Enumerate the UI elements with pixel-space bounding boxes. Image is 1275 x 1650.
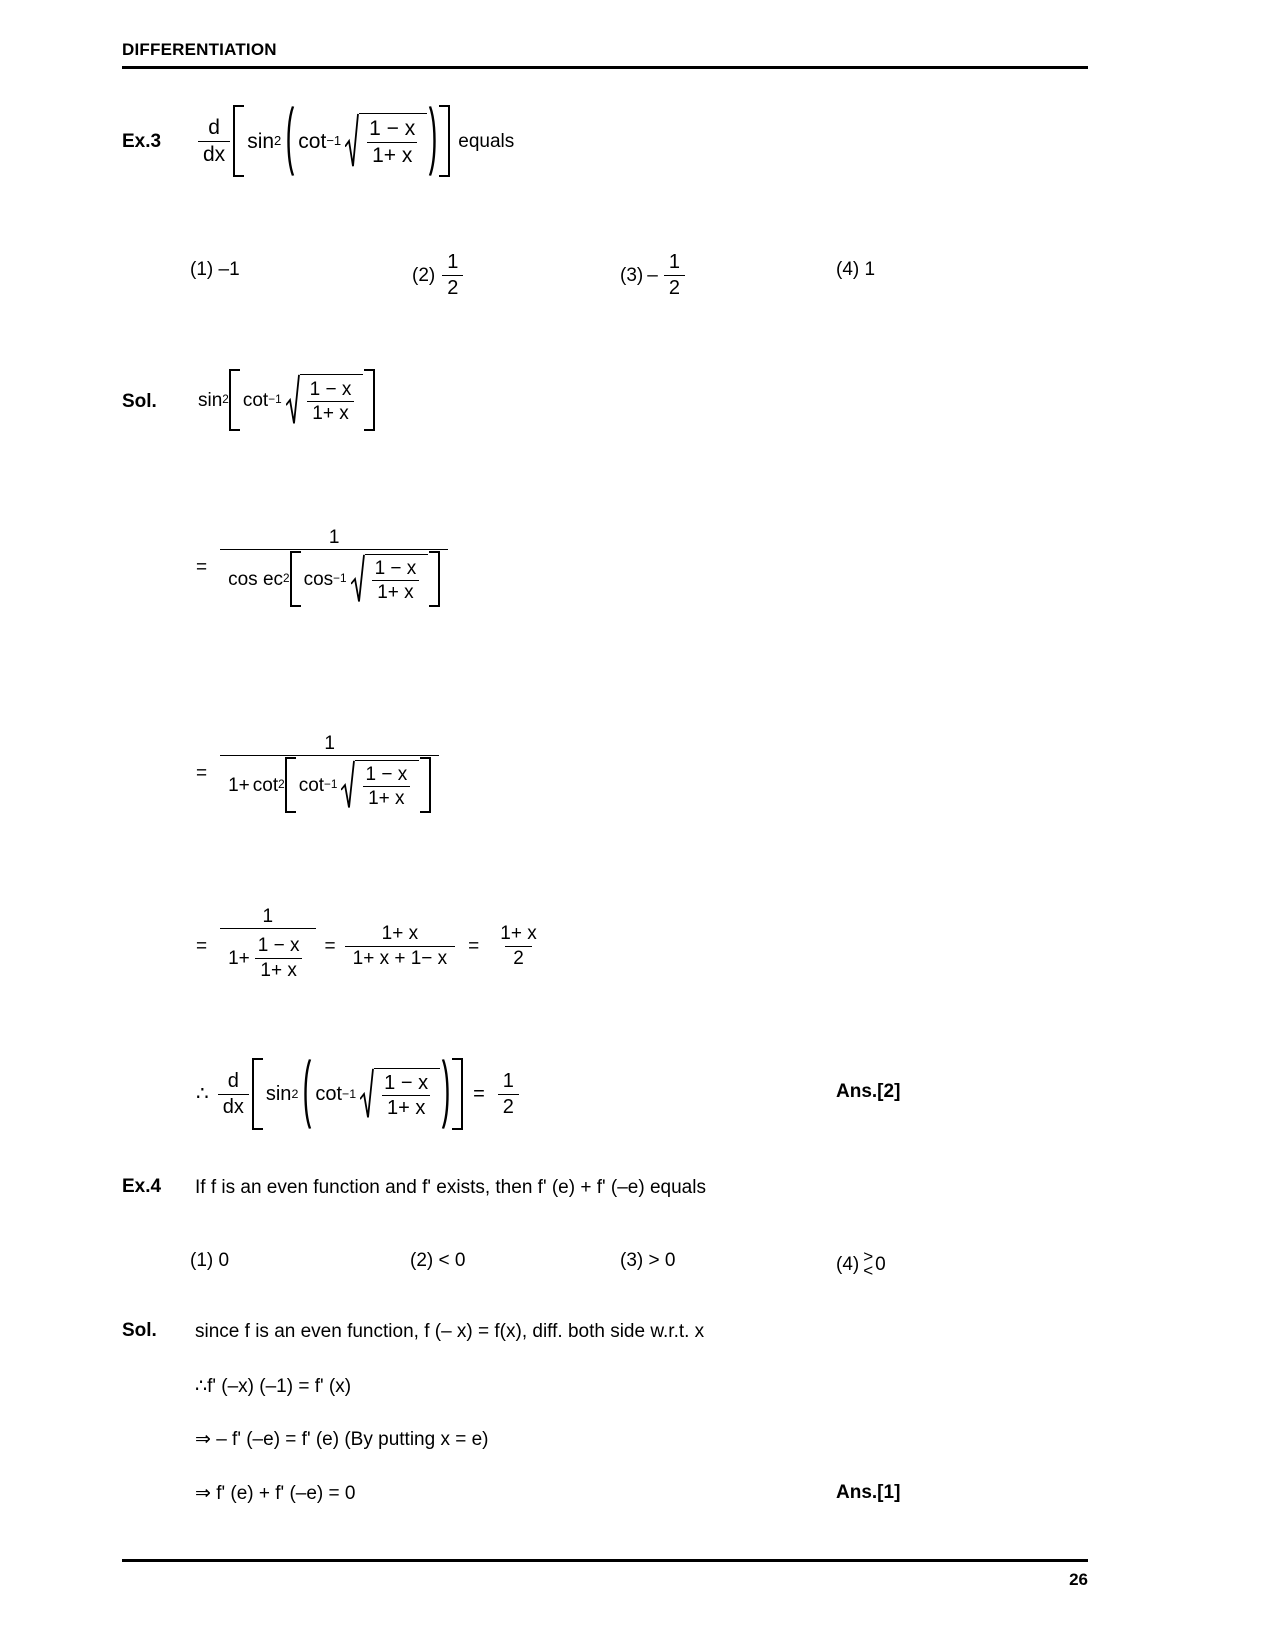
- step3-left-bracket-icon: [285, 757, 296, 813]
- step5-ratio-numerator: 1 − x: [384, 1071, 429, 1094]
- ex3-option-2[interactable]: [412, 246, 466, 304]
- step5-ratio-denominator: 1+ x: [382, 1095, 430, 1119]
- ex3-question-expression: [195, 105, 514, 177]
- ex4-option-2-label: (2): [410, 1250, 434, 1271]
- step5-derivative-operator: [218, 1070, 249, 1118]
- step5-ratio-fraction: [379, 1072, 433, 1120]
- step1-cot-label: cot: [242, 389, 269, 411]
- step2-ratio-numerator: 1 − x: [374, 557, 417, 579]
- ex3-answer-badge: Ans.[2]: [836, 1081, 901, 1102]
- step5-left-bracket-icon: [252, 1058, 263, 1130]
- derivative-operator: [198, 116, 230, 166]
- ex4-option-4-value: 0: [875, 1253, 886, 1275]
- right-paren-icon: [428, 105, 439, 177]
- left-paren-icon: [284, 105, 295, 177]
- step1-radicand: [300, 374, 364, 426]
- step4-second-denominator: 1+ x + 1− x: [345, 946, 456, 969]
- ratio-denominator: 1+ x: [367, 142, 417, 168]
- step3-numerator: 1: [324, 732, 335, 754]
- ex4-option-2-value: < 0: [438, 1250, 466, 1271]
- step2-left-bracket-icon: [290, 551, 301, 607]
- ex3-option-3-label: (3): [620, 264, 644, 286]
- page-number: 26: [1069, 1570, 1088, 1589]
- step4-denominator: [220, 928, 315, 986]
- ex3-option-1[interactable]: [190, 258, 240, 282]
- derivative-numerator: d: [208, 115, 220, 139]
- step1-square-root: [286, 374, 364, 426]
- step5-equals-sign: =: [473, 1083, 485, 1105]
- step1-right-bracket-icon: [364, 369, 375, 431]
- cot-inverse-group: cot −1: [298, 129, 342, 153]
- therefore-icon: ∴: [196, 1083, 209, 1105]
- step2-right-bracket-icon: [429, 551, 440, 607]
- step3-inner-cot-label: cot: [298, 774, 325, 796]
- ex4-sol-line-1: since f is an even function, f (– x) = f(x), diff. both side w.r.t. x: [195, 1321, 705, 1342]
- step5-sin-group: sin 2: [265, 1083, 299, 1105]
- step1-left-bracket-icon: [229, 369, 240, 431]
- step5-radical-sign-icon: [360, 1068, 374, 1120]
- step2-radical-sign-icon: [351, 554, 365, 604]
- ex4-option-1-value: 0: [218, 1250, 230, 1271]
- ex4-option-2[interactable]: [410, 1249, 465, 1273]
- step4-one-plus: 1+: [228, 947, 250, 969]
- ex4-answer-badge: Ans.[1]: [836, 1482, 901, 1503]
- ex4-option-4-top: >: [863, 1247, 874, 1267]
- ratio-numerator: 1 − x: [369, 117, 416, 141]
- ex4-sol-line-4: ⇒ f' (e) + f' (–e) = 0: [195, 1483, 356, 1504]
- right-square-bracket-icon: [439, 105, 450, 177]
- step3-square-root: [341, 760, 419, 810]
- ex3-option-4-value: 1: [864, 259, 876, 280]
- step4-second-numerator: 1+ x: [381, 923, 419, 945]
- ratio-fraction: [364, 117, 420, 167]
- ex4-sol-line-2: ∴f' (–x) (–1) = f' (x): [195, 1376, 352, 1397]
- step3-right-bracket-icon: [420, 757, 431, 813]
- ex4-option-3-value: > 0: [648, 1250, 676, 1271]
- step2-ratio-fraction: [370, 558, 422, 604]
- step2-radicand: [365, 554, 429, 604]
- ex4-question: If f is an even function and f' exists, then f' (e) + f' (–e) equals: [195, 1177, 706, 1198]
- step4-third-fraction: [492, 923, 544, 969]
- ex3-option-1-label: (1): [190, 259, 214, 280]
- step5-right-paren-icon: [441, 1058, 452, 1130]
- step4-inner-numerator: 1 − x: [257, 935, 300, 957]
- page-header: [122, 40, 1088, 60]
- step1-cot-group: cot −1: [242, 389, 282, 411]
- step4-third-denominator: 2: [505, 946, 532, 969]
- ex4-option-3[interactable]: [620, 1249, 675, 1273]
- ex3-option-2-denominator: 2: [442, 275, 463, 299]
- ex4-option-1[interactable]: [190, 1249, 229, 1273]
- step2-denominator: [220, 549, 448, 607]
- equals-word: equals: [458, 130, 515, 152]
- step5-result-numerator: 1: [502, 1070, 514, 1093]
- step3-one-plus: 1+: [228, 774, 250, 796]
- step5-radicand: [374, 1068, 440, 1120]
- step4-equals-sign-2: =: [324, 935, 336, 957]
- step1-ratio-fraction: [305, 379, 357, 425]
- step1-radical-sign-icon: [286, 374, 300, 426]
- step3-ratio-numerator: 1 − x: [365, 763, 408, 785]
- step2-ratio-denominator: 1+ x: [372, 580, 418, 603]
- ex3-sol-step4: [196, 898, 548, 994]
- step3-inner-cot-group: cot −1: [298, 774, 338, 796]
- ex3-sol-step1: [198, 369, 375, 431]
- ex4-option-1-label: (1): [190, 1250, 214, 1271]
- ex4-option-3-label: (3): [620, 1250, 644, 1271]
- step5-result-fraction: [498, 1070, 519, 1118]
- step5-result-denominator: 2: [498, 1094, 519, 1118]
- step1-ratio-numerator: 1 − x: [309, 378, 352, 400]
- step3-denominator-expression: [228, 757, 431, 813]
- step4-denominator-expression: [228, 930, 307, 986]
- ex3-sol-step3: [196, 718, 442, 828]
- ex3-option-3-numerator: 1: [668, 251, 680, 274]
- ex3-sol-step2: [196, 512, 451, 622]
- ex3-option-3-fraction: [664, 251, 685, 299]
- ex3-option-3[interactable]: [620, 246, 688, 304]
- step2-equals-sign: =: [196, 556, 208, 578]
- greater-or-less-icon: [863, 1247, 874, 1280]
- step3-radical-sign-icon: [341, 760, 355, 810]
- step4-inner-fraction: [253, 935, 305, 981]
- header-divider: [122, 66, 1088, 69]
- step2-numerator: 1: [328, 526, 340, 548]
- step4-equals-sign-3: =: [468, 935, 480, 957]
- step2-cos-group: cos −1: [303, 568, 347, 590]
- ex3-option-3-sign: –: [647, 264, 658, 286]
- ex3-option-4[interactable]: [836, 258, 875, 282]
- step5-right-bracket-icon: [452, 1058, 463, 1130]
- header-title: DIFFERENTIATION: [122, 40, 277, 59]
- step1-sin-label: sin: [198, 389, 223, 411]
- step3-radicand: [355, 760, 419, 810]
- step5-left-paren-icon: [301, 1058, 312, 1130]
- derivative-denominator: dx: [198, 141, 230, 167]
- step2-cosec-group: cos ec 2: [228, 568, 290, 590]
- step2-denominator-expression: [228, 551, 440, 607]
- ex3-option-2-fraction: [442, 251, 463, 299]
- ex4-sol-line-3: ⇒ – f' (–e) = f' (e) (By putting x = e): [195, 1429, 489, 1450]
- ex4-tag: Ex.4: [122, 1176, 162, 1197]
- ex3-sol-step5: [196, 1058, 522, 1130]
- ex3-option-4-label: (4): [836, 259, 860, 280]
- cos-label: cos: [303, 568, 334, 590]
- step5-cot-label: cot: [315, 1083, 343, 1105]
- step3-equals-sign: =: [196, 762, 208, 784]
- ex4-option-4-label: (4): [836, 1253, 860, 1275]
- ex3-option-2-numerator: 1: [447, 251, 459, 274]
- step1-sin-group: sin 2: [198, 389, 229, 411]
- step4-third-numerator: 1+ x: [500, 923, 537, 945]
- ex4-sol-tag: Sol.: [122, 1320, 157, 1341]
- ex3-tag: Ex.3: [122, 131, 162, 152]
- step4-inner-denominator: 1+ x: [255, 958, 301, 981]
- radical-sign-icon: [345, 113, 359, 169]
- radicand: [359, 113, 427, 169]
- step2-square-root: [351, 554, 429, 604]
- cot-label: cot: [298, 129, 327, 153]
- ex3-sol-tag: Sol.: [122, 391, 157, 412]
- step5-derivative-numerator: d: [227, 1070, 239, 1093]
- step5-derivative-denominator: dx: [218, 1094, 249, 1118]
- step3-ratio-fraction: [360, 764, 412, 810]
- left-square-bracket-icon: [233, 105, 244, 177]
- ex3-option-2-label: (2): [412, 264, 436, 286]
- ex3-option-1-value: –1: [218, 259, 240, 280]
- step4-second-fraction: [345, 923, 456, 969]
- step3-cot-label: cot: [252, 774, 279, 796]
- step5-square-root: [360, 1068, 440, 1120]
- step3-ratio-denominator: 1+ x: [363, 786, 409, 809]
- square-root: [345, 113, 427, 169]
- cosec-label: cos ec: [228, 568, 284, 590]
- step3-cot-squared-group: cot 2: [252, 774, 285, 796]
- ex3-option-3-denominator: 2: [664, 275, 685, 299]
- ex4-option-4[interactable]: [836, 1236, 886, 1292]
- sin-label: sin: [247, 129, 275, 153]
- sin-squared-group: sin 2: [247, 129, 282, 153]
- footer-divider: [122, 1559, 1088, 1562]
- step5-cot-group: cot −1: [315, 1083, 357, 1105]
- step3-fraction: [220, 733, 439, 813]
- step3-denominator: [220, 755, 439, 813]
- step1-ratio-denominator: 1+ x: [307, 401, 353, 424]
- step4-numerator: 1: [262, 905, 274, 927]
- step4-equals-sign-1: =: [196, 935, 208, 957]
- step5-sin-label: sin: [265, 1083, 292, 1105]
- step4-complex-fraction: [220, 906, 315, 986]
- ex4-option-4-bottom: <: [863, 1261, 874, 1280]
- step2-fraction: [220, 527, 448, 607]
